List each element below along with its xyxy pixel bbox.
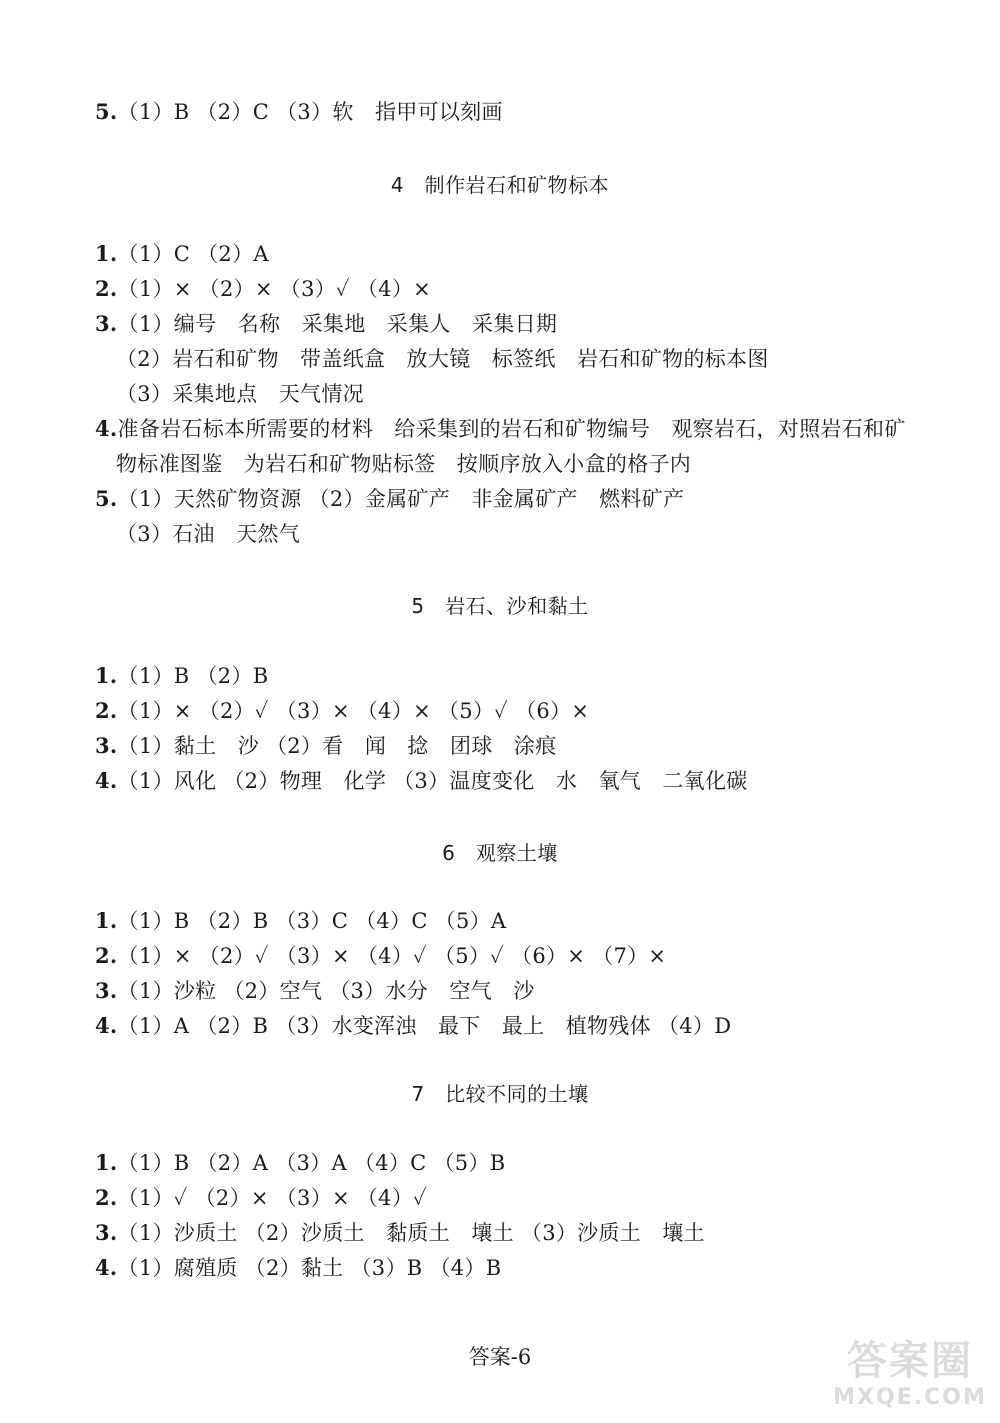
answer-line-s5-2 xyxy=(95,696,589,726)
question-number: 1. xyxy=(95,1150,118,1175)
answer-text: （1）× （2）✓ （3）× （4）× （5）✓ （6）× xyxy=(117,699,590,723)
section-title-7: 7 比较不同的土壤 xyxy=(411,1082,589,1106)
section-title-6: 6 观察土壤 xyxy=(442,841,558,865)
answer-text: （1）编号 名称 采集地 采集人 采集日期 xyxy=(117,312,558,336)
question-number: 2. xyxy=(95,698,118,723)
answer-line-s4-1 xyxy=(95,239,269,269)
answer-line-s6-3 xyxy=(95,976,535,1006)
answer-line-s6-2 xyxy=(95,941,666,971)
question-number: 3. xyxy=(95,1220,118,1245)
question-number: 4. xyxy=(95,768,118,793)
answer-line-s5-3 xyxy=(95,731,557,761)
page-number: 答案-6 xyxy=(468,1345,532,1369)
answer-line-s4-3c: （3）采集地点 天气情况 xyxy=(116,382,364,406)
answer-text: （1）A （2）B （3）水变浑浊 最下 最上 植物残体 （4）D xyxy=(117,1014,732,1038)
answer-text: （1）B （2）A （3）A （4）C （5）B xyxy=(117,1151,506,1175)
watermark-logo xyxy=(826,1329,994,1415)
question-number: 2. xyxy=(95,943,118,968)
answer-line-s4-4 xyxy=(95,414,906,444)
question-number: 1. xyxy=(95,663,118,688)
answer-text: （1）沙粒 （2）空气 （3）水分 空气 沙 xyxy=(117,979,535,1003)
section-title-4: 4 制作岩石和矿物标本 xyxy=(390,173,610,197)
question-number: 3. xyxy=(95,311,118,336)
answer-line-s6-4 xyxy=(95,1011,731,1041)
answer-text: （1）B （2）B xyxy=(117,664,269,688)
answer-line-s5-1 xyxy=(95,661,269,691)
answer-text: （1）沙质土 （2）沙质土 黏质土 壤土 （3）沙质土 壤土 xyxy=(117,1221,705,1245)
answer-text: （1）B （2）B （3）C （4）C （5）A xyxy=(117,909,507,933)
answer-text: （1）风化 （2）物理 化学 （3）温度变化 水 氧气 二氧化碳 xyxy=(117,769,748,793)
answer-line-s6-1 xyxy=(95,906,506,936)
question-number: 4. xyxy=(95,1255,118,1280)
question-number: 3. xyxy=(95,733,118,758)
question-number: 4. xyxy=(95,1013,118,1038)
answer-text: （1）天然矿物资源 （2）金属矿产 非金属矿产 燃料矿产 xyxy=(117,487,685,511)
answer-line-s4-5b: （3）石油 天然气 xyxy=(116,522,301,546)
answer-line-s4-4b: 物标准图鉴 为岩石和矿物贴标签 按顺序放入小盒的格子内 xyxy=(116,452,692,476)
answer-text: （1）B （2）C （3）软 指甲可以刻画 xyxy=(117,100,503,124)
question-number: 3. xyxy=(95,978,118,1003)
answer-text: （1）C （2）A xyxy=(117,242,269,266)
question-number: 5. xyxy=(95,99,118,124)
answer-line-s7-2 xyxy=(95,1183,427,1213)
question-number: 5. xyxy=(95,486,118,511)
answer-line-s4-3b: （2）岩石和矿物 带盖纸盒 放大镜 标签纸 岩石和矿物的标本图 xyxy=(116,347,769,371)
answer-text: （1）× （2）× （3）✓ （4）× xyxy=(117,277,432,301)
answer-line-top-5 xyxy=(95,97,503,127)
watermark-site: MXQE.COM xyxy=(833,1385,987,1410)
answer-text: （1）腐殖质 （2）黏土 （3）B （4）B xyxy=(117,1256,502,1280)
answer-line-s4-3 xyxy=(95,309,557,339)
answer-line-s4-2 xyxy=(95,274,431,304)
question-number: 1. xyxy=(95,241,118,266)
question-number: 1. xyxy=(95,908,118,933)
answer-line-s4-5 xyxy=(95,484,684,514)
answer-text: （1）✓ （2）× （3）× （4）✓ xyxy=(117,1186,427,1210)
question-number: 4. xyxy=(95,416,118,441)
question-number: 2. xyxy=(95,1185,118,1210)
watermark-text: 答案圈 xyxy=(847,1338,973,1384)
answer-line-s7-3 xyxy=(95,1218,705,1248)
question-number: 2. xyxy=(95,276,118,301)
section-title-5: 5 岩石、沙和黏土 xyxy=(411,594,589,618)
answer-text: （1）黏土 沙 （2）看 闻 捻 团球 涂痕 xyxy=(117,734,557,758)
answer-text: （1）× （2）✓ （3）× （4）✓ （5）✓ （6）× （7）× xyxy=(117,944,667,968)
answer-text: 准备岩石标本所需要的材料 给采集到的岩石和矿物编号 观察岩石，对照岩石和矿 xyxy=(117,417,906,441)
answer-line-s5-4 xyxy=(95,766,748,796)
answer-line-s7-1 xyxy=(95,1148,506,1178)
answer-line-s7-4 xyxy=(95,1253,501,1283)
